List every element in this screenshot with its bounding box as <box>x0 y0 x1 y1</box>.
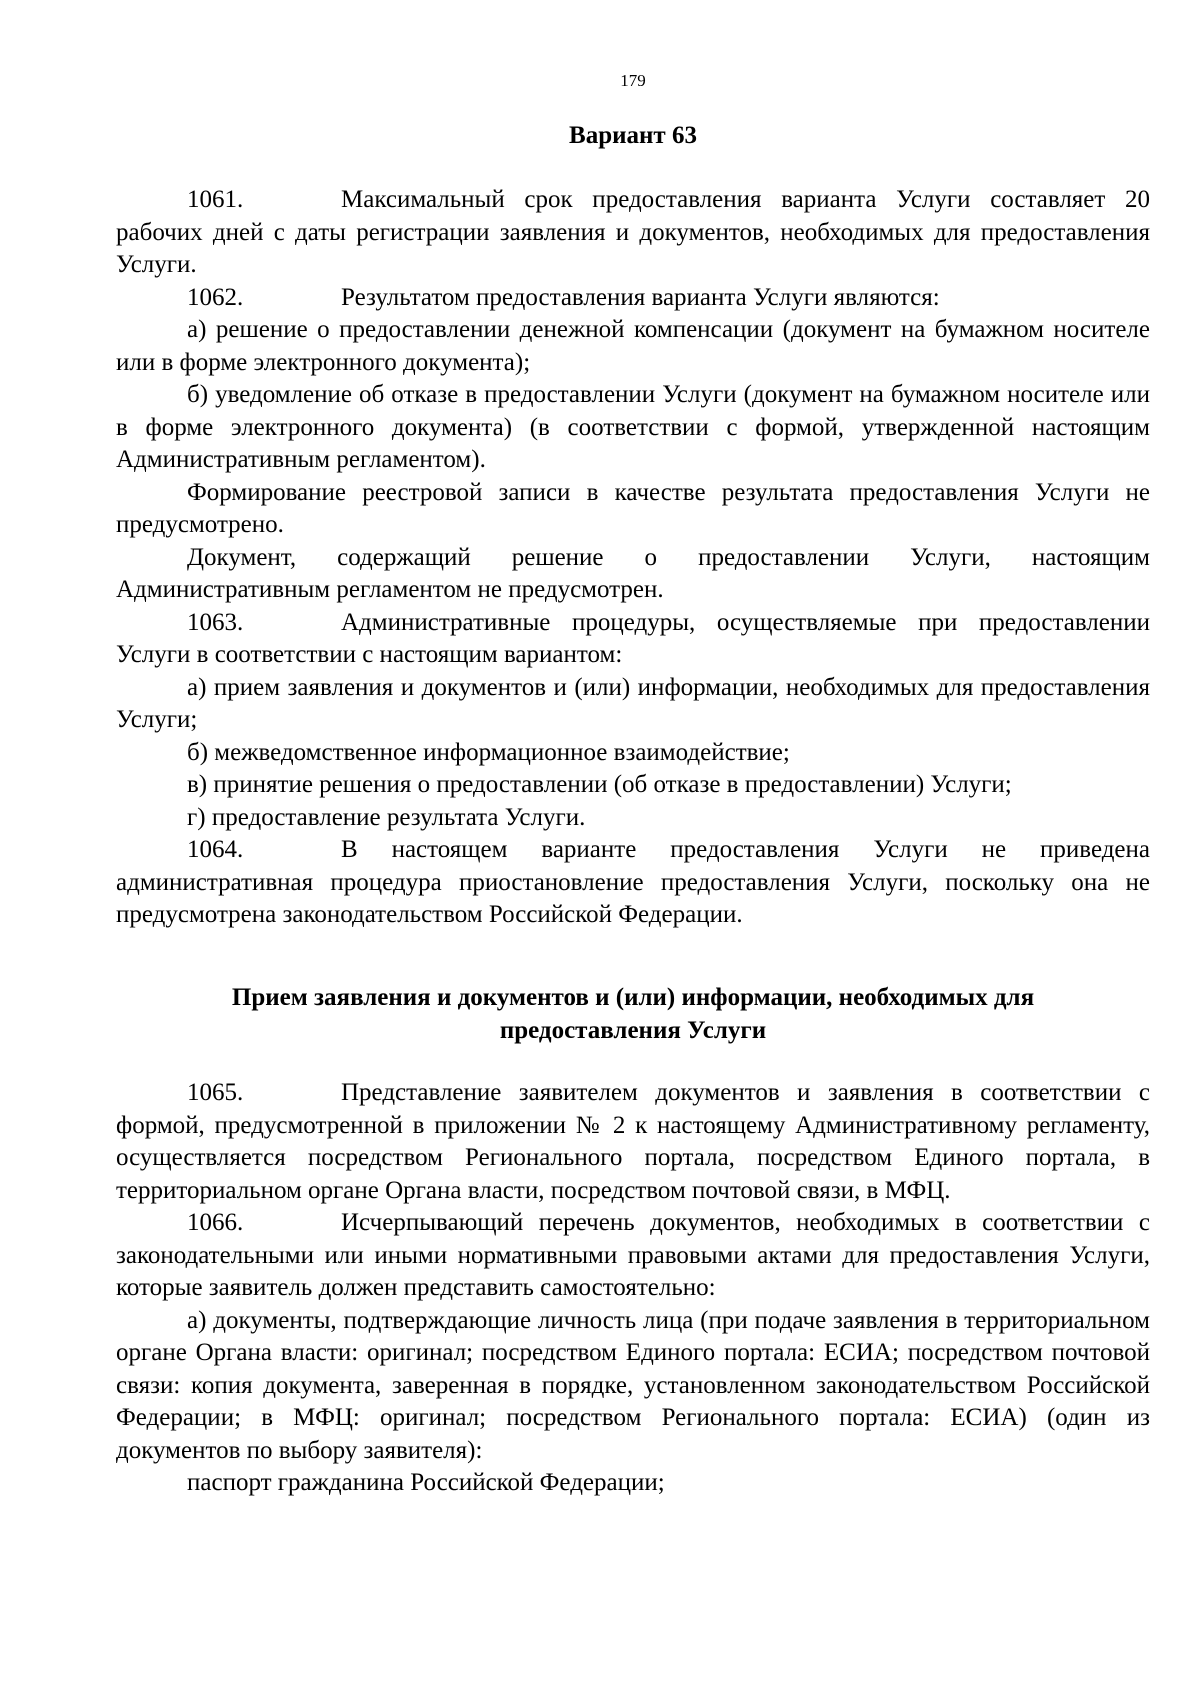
paragraph-1061 <box>116 184 1150 282</box>
variant-title: Вариант 63 <box>569 122 697 149</box>
paragraph-1065 <box>116 1077 1150 1207</box>
paragraph-number: 1065. <box>187 1079 244 1106</box>
paragraph-text: Административные процедуры, осуществляемые при предоставлении Услуги в соответствии с настоящим вариантом: <box>116 608 1150 668</box>
page-number: 179 <box>620 71 646 90</box>
procedure-item-g: г) предоставление результата Услуги. <box>187 803 586 831</box>
list-item-a: а) решение о предоставлении денежной компенсации (документ на бумажном носителе или в форме электронного документа); <box>116 316 1150 376</box>
paragraph-number: 1064. <box>187 836 244 863</box>
paragraph-1064 <box>116 834 1150 932</box>
paragraph-text: В настоящем варианте предоставления Услуги не приведена административная процедура приостановление предоставления Услуги, поскольку она не предусмотрена законодательством Российской Федерации. <box>116 836 1150 928</box>
list-item-b: б) уведомление об отказе в предоставлении Услуги (документ на бумажном носителе или в форме электронного документа) (в соответствии с формой, утвержденной настоящим Административным регламентом). <box>116 381 1150 473</box>
section-title-line-2: предоставления Услуги <box>499 1016 767 1044</box>
section-title <box>116 982 1150 1047</box>
paragraph-number: 1061. <box>187 186 244 213</box>
passport-item: паспорт гражданина Российской Федерации; <box>187 1469 665 1496</box>
paragraph-text: Представление заявителем документов и заявления в соответствии с формой, предусмотренной в приложении № 2 к настоящему Административному регламенту, осуществляется посредством Регионального портала, посредством Единого портала, в территориальном органе Органа власти, посредством почтовой связи, в МФЦ. <box>116 1079 1150 1204</box>
paragraph-number: 1062. <box>187 283 244 311</box>
decision-document-note: Документ, содержащий решение о предоставлении Услуги, настоящим Административным регламентом не предусмотрен. <box>116 543 1150 603</box>
identity-documents-item: а) документы, подтверждающие личность лица (при подаче заявления в территориальном органе Органа власти: оригинал; посредством Единого портала: ЕСИА; посредством почтовой связи: копия документа, заверенная в порядке, установленном законодательством Российской Федерации; в МФЦ: оригинал; посредством Регионального портала: ЕСИА) (один из документов по выбору заявителя): <box>116 1306 1150 1464</box>
procedure-item-v: в) принятие решения о предоставлении (об отказе в предоставлении) Услуги; <box>187 771 1012 798</box>
paragraph-1066 <box>116 1207 1150 1305</box>
section-title-line-1: Прием заявления и документов и (или) информации, необходимых для <box>231 984 1035 1011</box>
procedure-item-a: а) прием заявления и документов и (или) информации, необходимых для предоставления Услуги; <box>116 673 1150 733</box>
paragraph-text: Исчерпывающий перечень документов, необходимых в соответствии с законодательными или иными нормативными правовыми актами для предоставления Услуги, которые заявитель должен представить самостоятельно: <box>116 1209 1150 1301</box>
paragraph-1063 <box>116 607 1150 672</box>
paragraph-number: 1063. <box>187 608 244 636</box>
variant-body <box>116 184 1150 932</box>
paragraph-1062 <box>116 282 1150 315</box>
registry-note: Формирование реестровой записи в качестве результата предоставления Услуги не предусмотрено. <box>116 478 1150 538</box>
paragraph-text: Максимальный срок предоставления варианта Услуги составляет 20 рабочих дней с даты регистрации заявления и документов, необходимых для предоставления Услуги. <box>116 186 1150 278</box>
paragraph-number: 1066. <box>187 1209 244 1236</box>
procedure-item-b: б) межведомственное информационное взаимодействие; <box>187 738 790 766</box>
paragraph-text: Результатом предоставления варианта Услуги являются: <box>341 283 940 311</box>
section-body <box>116 1077 1150 1500</box>
